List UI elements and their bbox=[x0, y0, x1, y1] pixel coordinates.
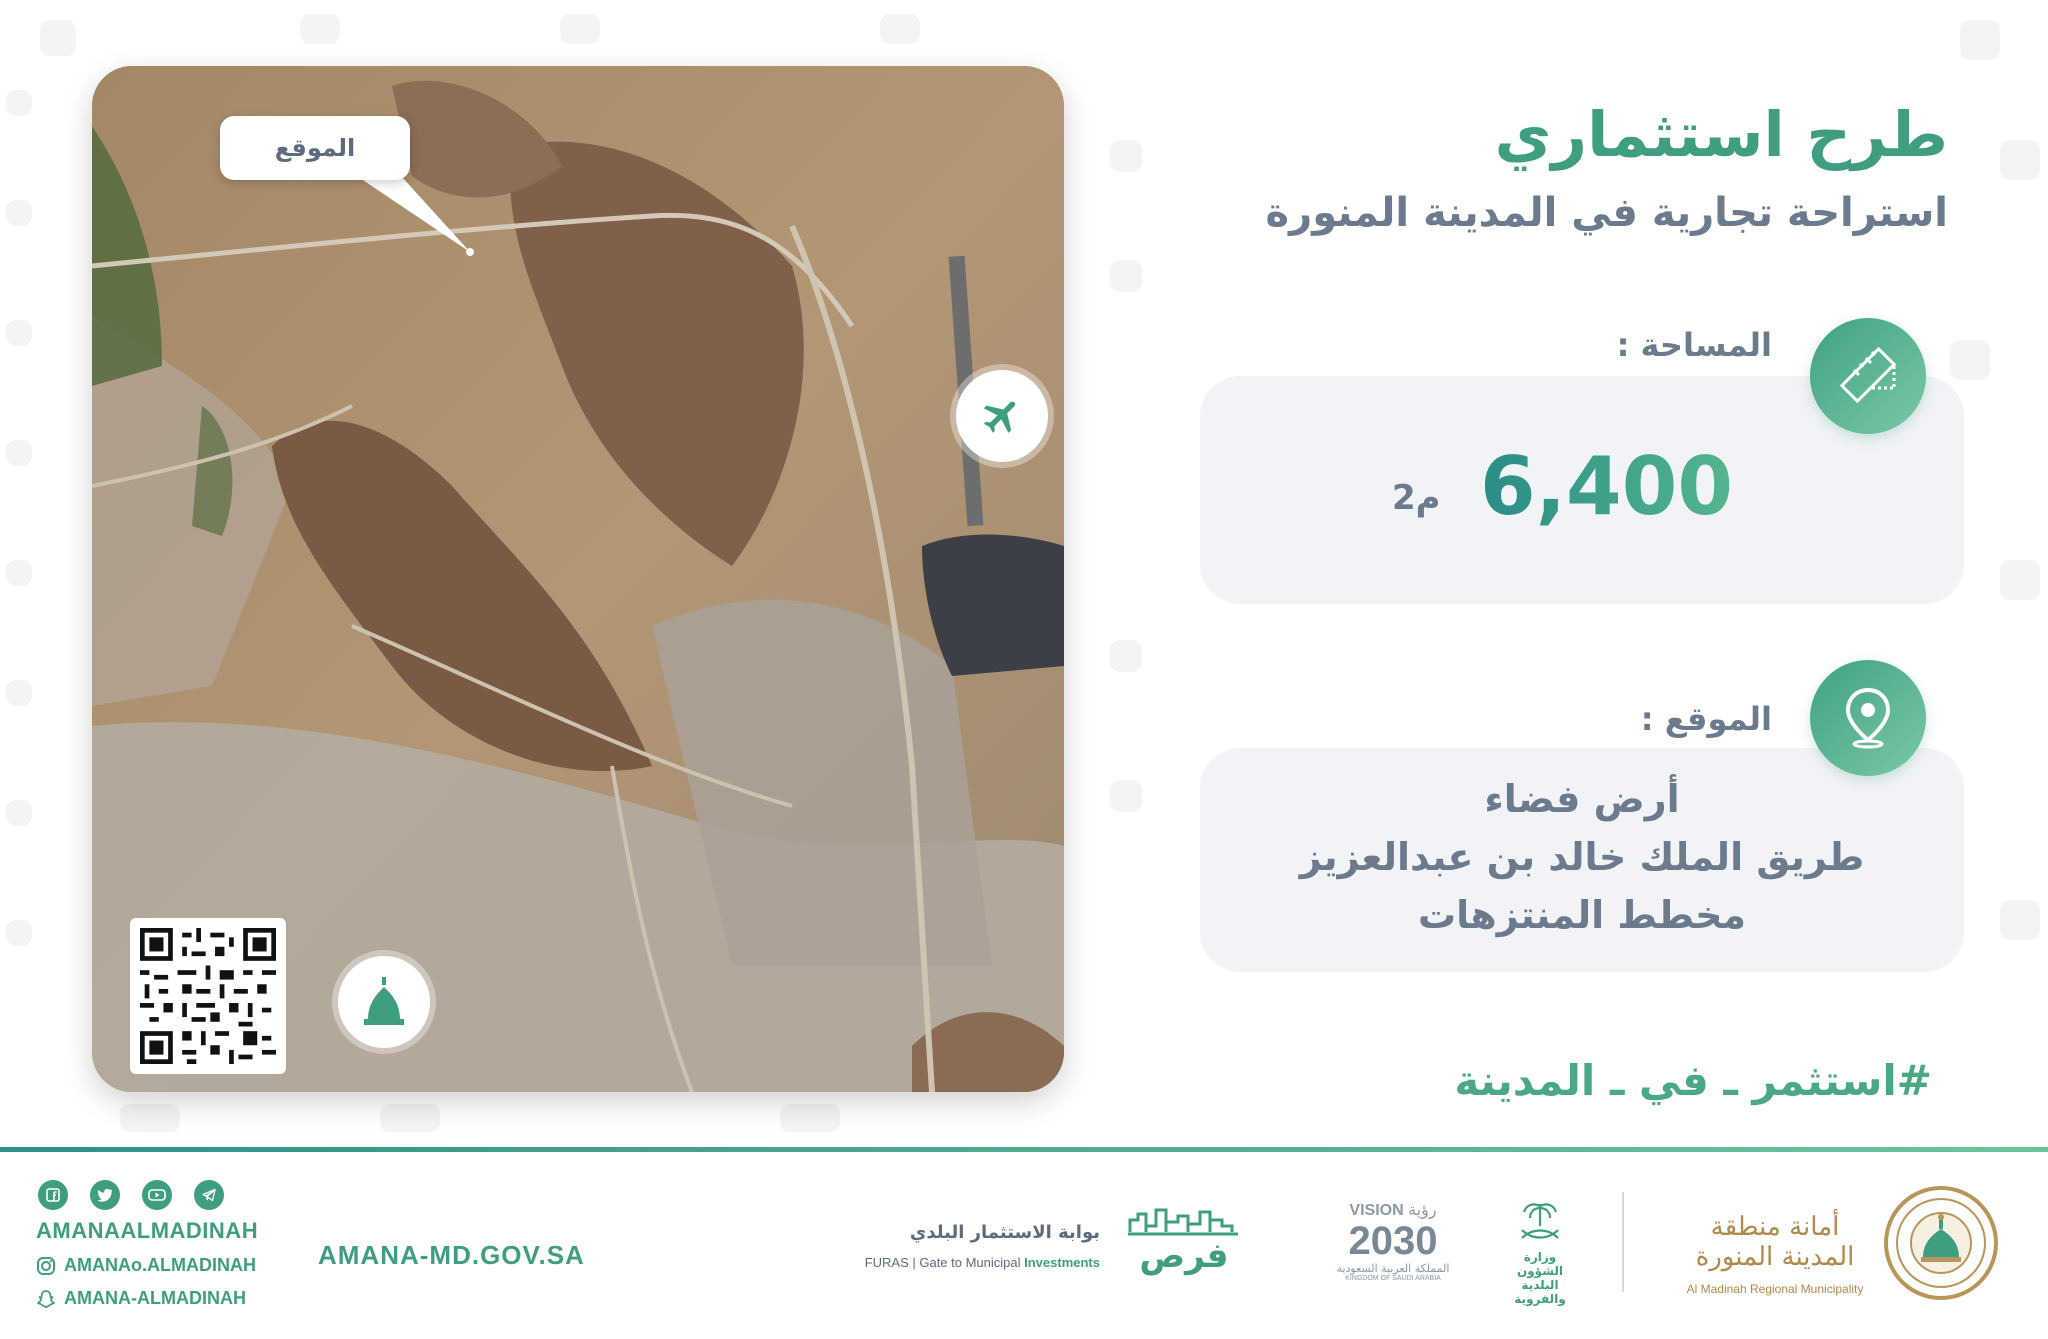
municipality-seal-icon bbox=[1893, 1195, 1989, 1291]
area-label: المساحة : bbox=[1616, 326, 1772, 364]
vision-2030-logo bbox=[1328, 1200, 1458, 1282]
snapchat-handle-text: AMANA-ALMADINAH bbox=[64, 1288, 246, 1308]
snapchat-handle[interactable] bbox=[36, 1288, 246, 1309]
amana-seal bbox=[1884, 1186, 1998, 1300]
facebook-icon[interactable] bbox=[38, 1180, 68, 1210]
amana-english: Al Madinah Regional Municipality bbox=[1686, 1282, 1864, 1296]
mosque-marker[interactable] bbox=[338, 956, 430, 1048]
ministry-logo bbox=[1500, 1198, 1580, 1306]
furas-arabic: بوابة الاستثمار البلدي bbox=[909, 1222, 1100, 1243]
ministry-name: وزارة الشؤون البلدية والقروية bbox=[1514, 1250, 1566, 1306]
page-subtitle: استراحة تجارية في المدينة المنورة bbox=[1265, 190, 1948, 236]
furas-logo-word: فرص bbox=[1139, 1236, 1229, 1276]
location-callout bbox=[220, 116, 410, 180]
ruler-icon bbox=[1832, 340, 1904, 412]
website-link[interactable]: AMANA-MD.GOV.SA bbox=[318, 1240, 585, 1270]
amana-arabic: أمانة منطقة المدينة المنورة bbox=[1695, 1212, 1855, 1272]
location-details bbox=[1200, 770, 1964, 944]
social-handle[interactable]: AMANAALMADINAH bbox=[36, 1218, 259, 1243]
satellite-map[interactable] bbox=[92, 66, 1064, 1092]
social-icons bbox=[38, 1180, 224, 1210]
airport-marker[interactable] bbox=[956, 370, 1048, 462]
hashtag[interactable]: #استثمر ـ في ـ المدينة bbox=[1454, 1056, 1932, 1105]
location-line-3: مخطط المنتزهات bbox=[1417, 893, 1747, 937]
area-badge bbox=[1810, 318, 1926, 434]
vision-year: 2030 bbox=[1348, 1219, 1438, 1263]
instagram-handle-text: AMANAo.ALMADINAH bbox=[64, 1255, 256, 1275]
twitter-icon[interactable] bbox=[90, 1180, 120, 1210]
location-badge bbox=[1810, 660, 1926, 776]
snapchat-icon bbox=[36, 1289, 56, 1309]
location-line-2: طريق الملك خالد بن عبدالعزيز bbox=[1299, 835, 1865, 879]
amana-logo-text bbox=[1680, 1212, 1870, 1296]
furas-portal-text bbox=[848, 1222, 1100, 1270]
instagram-handle[interactable] bbox=[36, 1255, 256, 1276]
page-title: طرح استثماري bbox=[1494, 98, 1948, 171]
youtube-icon[interactable] bbox=[142, 1180, 172, 1210]
logo-divider bbox=[1622, 1192, 1624, 1292]
location-pin-icon bbox=[1840, 686, 1896, 750]
footer-divider bbox=[0, 1147, 2048, 1152]
callout-label: الموقع bbox=[274, 134, 356, 162]
airplane-icon bbox=[980, 394, 1024, 438]
telegram-icon[interactable] bbox=[194, 1180, 224, 1210]
area-unit: م2 bbox=[1392, 478, 1441, 518]
area-value: 6,400 bbox=[1480, 440, 1734, 533]
palm-swords-emblem-icon bbox=[1512, 1198, 1568, 1244]
location-line-1: أرض فضاء bbox=[1484, 777, 1680, 821]
vision-kingdom-en: KINGDOM OF SAUDI ARABIA bbox=[1345, 1275, 1441, 1282]
location-label: الموقع : bbox=[1640, 700, 1772, 738]
instagram-icon bbox=[36, 1256, 56, 1276]
mosque-dome-icon bbox=[360, 975, 408, 1029]
qr-code[interactable] bbox=[130, 918, 286, 1074]
vision-kingdom-ar: المملكة العربية السعودية bbox=[1336, 1262, 1450, 1275]
qr-code-icon bbox=[140, 928, 276, 1064]
furas-english: FURAS | Gate to Municipal Investments bbox=[864, 1255, 1100, 1270]
vision-label: VISION رؤية bbox=[1349, 1200, 1437, 1219]
